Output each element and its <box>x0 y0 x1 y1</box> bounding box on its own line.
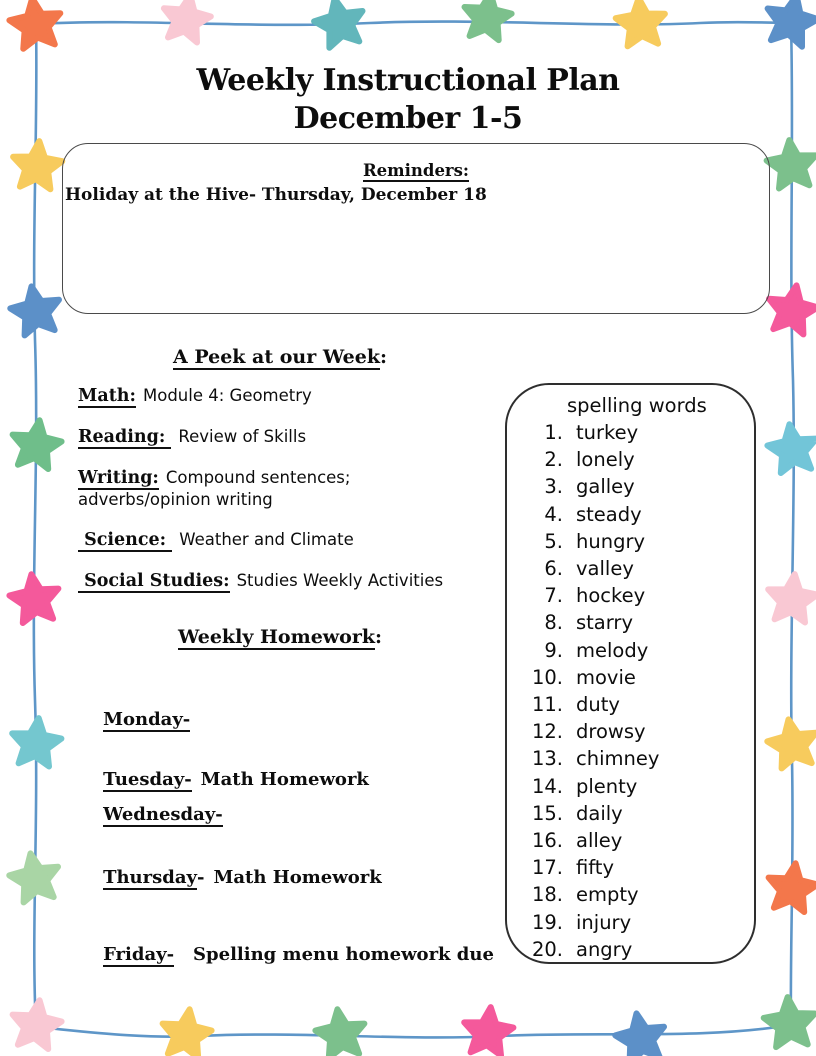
spelling-word-text: melody <box>576 638 649 662</box>
spelling-word-row <box>513 582 754 609</box>
spelling-word-row <box>513 881 754 908</box>
subject-label: Social Studies: <box>78 571 230 591</box>
spelling-word-number: 15. <box>531 801 563 825</box>
day-row-wednesday <box>78 780 232 849</box>
spelling-word-number: 16. <box>531 829 563 853</box>
spelling-word-text: chimney <box>576 747 660 771</box>
spelling-word-text: duty <box>576 693 620 717</box>
day-dash: - <box>196 867 205 888</box>
star-icon <box>13 141 62 189</box>
spelling-word-number: 10. <box>531 665 563 689</box>
spelling-word-text: hungry <box>576 529 646 553</box>
subject-label: Math: <box>78 386 136 406</box>
spelling-word-text: starry <box>576 611 633 635</box>
spelling-word-number: 1. <box>544 421 563 444</box>
day-row-thursday <box>78 843 382 912</box>
star-icon <box>163 1009 212 1056</box>
star-icon <box>9 853 58 902</box>
spelling-word-number: 12. <box>531 720 563 744</box>
day-label: Tuesday- <box>103 769 192 790</box>
day-label: Wednesday- <box>103 804 223 825</box>
star-icon <box>9 574 58 623</box>
spelling-word-row <box>513 528 754 555</box>
star-icon <box>465 0 512 40</box>
subject-value: Compound sentences; <box>165 468 351 487</box>
subject-label: Science: <box>78 530 173 550</box>
spelling-word-text: lonely <box>576 448 635 472</box>
peek-heading-colon: : <box>380 346 388 368</box>
spelling-word-number: 19. <box>531 910 563 934</box>
star-icon <box>13 1000 62 1049</box>
spelling-word-number: 2. <box>544 448 563 472</box>
day-row-friday <box>78 920 494 989</box>
page-title-line2: December 1-5 <box>293 101 523 136</box>
subject-row-math <box>78 385 508 407</box>
spelling-word-row <box>513 718 754 745</box>
spelling-words-box <box>505 383 756 964</box>
day-value: Spelling menu homework due <box>193 944 494 965</box>
spelling-word-number: 6. <box>544 557 563 581</box>
reminders-heading <box>63 161 769 181</box>
star-icon <box>315 1009 364 1056</box>
spelling-word-row <box>513 664 754 691</box>
spelling-word-row <box>513 773 754 800</box>
spelling-word-row <box>513 854 754 881</box>
spelling-word-row <box>513 909 754 936</box>
reminders-heading-text: Reminders: <box>362 161 470 180</box>
homework-heading-colon: : <box>375 626 383 648</box>
spelling-word-number: 3. <box>544 475 563 499</box>
spelling-word-text: injury <box>576 910 632 934</box>
spelling-word-number: 5. <box>544 529 563 553</box>
spelling-word-text: movie <box>576 665 636 689</box>
spelling-word-text: turkey <box>576 421 639 444</box>
reminders-note: Holiday at the Hive- Thursday, December 18 <box>65 185 487 205</box>
spelling-word-number: 11. <box>531 693 563 717</box>
star-icon <box>9 0 60 49</box>
star-icon <box>767 424 816 473</box>
star-icon <box>769 285 816 334</box>
spelling-word-text: angry <box>576 937 633 961</box>
spelling-word-number: 8. <box>544 611 563 635</box>
spelling-word-text: steady <box>576 502 642 526</box>
page-title <box>0 62 816 138</box>
spelling-word-row <box>513 745 754 772</box>
spelling-word-number: 9. <box>544 638 563 662</box>
spelling-word-row <box>513 446 754 473</box>
spelling-word-text: alley <box>576 829 623 853</box>
homework-heading <box>75 625 485 649</box>
subjects-list <box>78 385 508 611</box>
subject-row-social-studies <box>78 570 508 592</box>
star-icon <box>10 286 59 335</box>
subject-label: Writing: <box>78 468 159 488</box>
spelling-word-row <box>513 473 754 500</box>
star-icon <box>464 1007 513 1055</box>
day-label: Friday- <box>103 944 175 965</box>
spelling-word-row <box>513 419 754 446</box>
star-icon <box>164 0 211 42</box>
spelling-word-number: 14. <box>531 774 563 798</box>
spelling-word-text: daily <box>576 801 623 825</box>
spelling-word-row <box>513 555 754 582</box>
spelling-word-number: 13. <box>531 747 563 771</box>
spelling-word-number: 17. <box>531 856 563 880</box>
spelling-word-row <box>513 637 754 664</box>
subject-row-writing <box>78 467 508 510</box>
star-icon <box>768 0 816 47</box>
reminders-box <box>62 143 770 314</box>
page-title-line1: Weekly Instructional Plan <box>196 63 620 98</box>
spelling-word-row <box>513 609 754 636</box>
peek-heading <box>75 345 485 369</box>
subject-value: Module 4: Geometry <box>142 386 312 405</box>
spelling-heading: spelling words <box>567 394 707 417</box>
spelling-word-number: 4. <box>544 502 563 526</box>
subject-value: Weather and Climate <box>179 530 354 549</box>
star-icon <box>764 997 815 1047</box>
spelling-word-text: empty <box>576 883 639 907</box>
star-icon <box>13 420 62 469</box>
star-icon <box>767 140 816 188</box>
star-icon <box>769 863 816 912</box>
spelling-word-number: 20. <box>531 937 563 961</box>
subject-label: Reading: <box>78 427 172 447</box>
day-value: Math Homework <box>213 867 382 888</box>
subject-value-line2: adverbs/opinion writing <box>78 490 273 509</box>
spelling-word-number: 7. <box>544 584 563 608</box>
star-icon <box>767 719 816 768</box>
day-row-monday <box>78 685 199 754</box>
star-icon <box>615 1013 664 1056</box>
spelling-word-text: hockey <box>576 584 646 608</box>
spelling-word-row <box>513 936 754 963</box>
spelling-word-text: valley <box>576 557 634 581</box>
subject-value: Review of Skills <box>178 427 307 446</box>
spelling-word-row <box>513 800 754 827</box>
spelling-word-text: plenty <box>576 774 638 798</box>
day-value: Math Homework <box>200 769 369 790</box>
homework-heading-text: Weekly Homework <box>177 626 375 648</box>
spelling-word-row <box>513 827 754 854</box>
day-label: Thursday <box>103 867 197 888</box>
star-icon <box>314 0 362 48</box>
spelling-word-text: drowsy <box>576 720 646 744</box>
spelling-word-text: fifty <box>576 856 614 880</box>
star-icon <box>616 0 665 46</box>
star-icon <box>12 718 61 766</box>
star-icon <box>768 574 816 622</box>
spelling-word-number: 18. <box>531 883 563 907</box>
spelling-list <box>507 419 754 963</box>
day-label: Monday- <box>103 709 191 730</box>
spelling-word-row <box>513 501 754 528</box>
spelling-word-text: galley <box>576 475 635 499</box>
subject-row-science <box>78 529 508 551</box>
subject-value: Studies Weekly Activities <box>236 571 444 590</box>
subject-row-reading <box>78 426 508 448</box>
spelling-word-row <box>513 691 754 718</box>
peek-heading-text: A Peek at our Week <box>172 346 381 368</box>
